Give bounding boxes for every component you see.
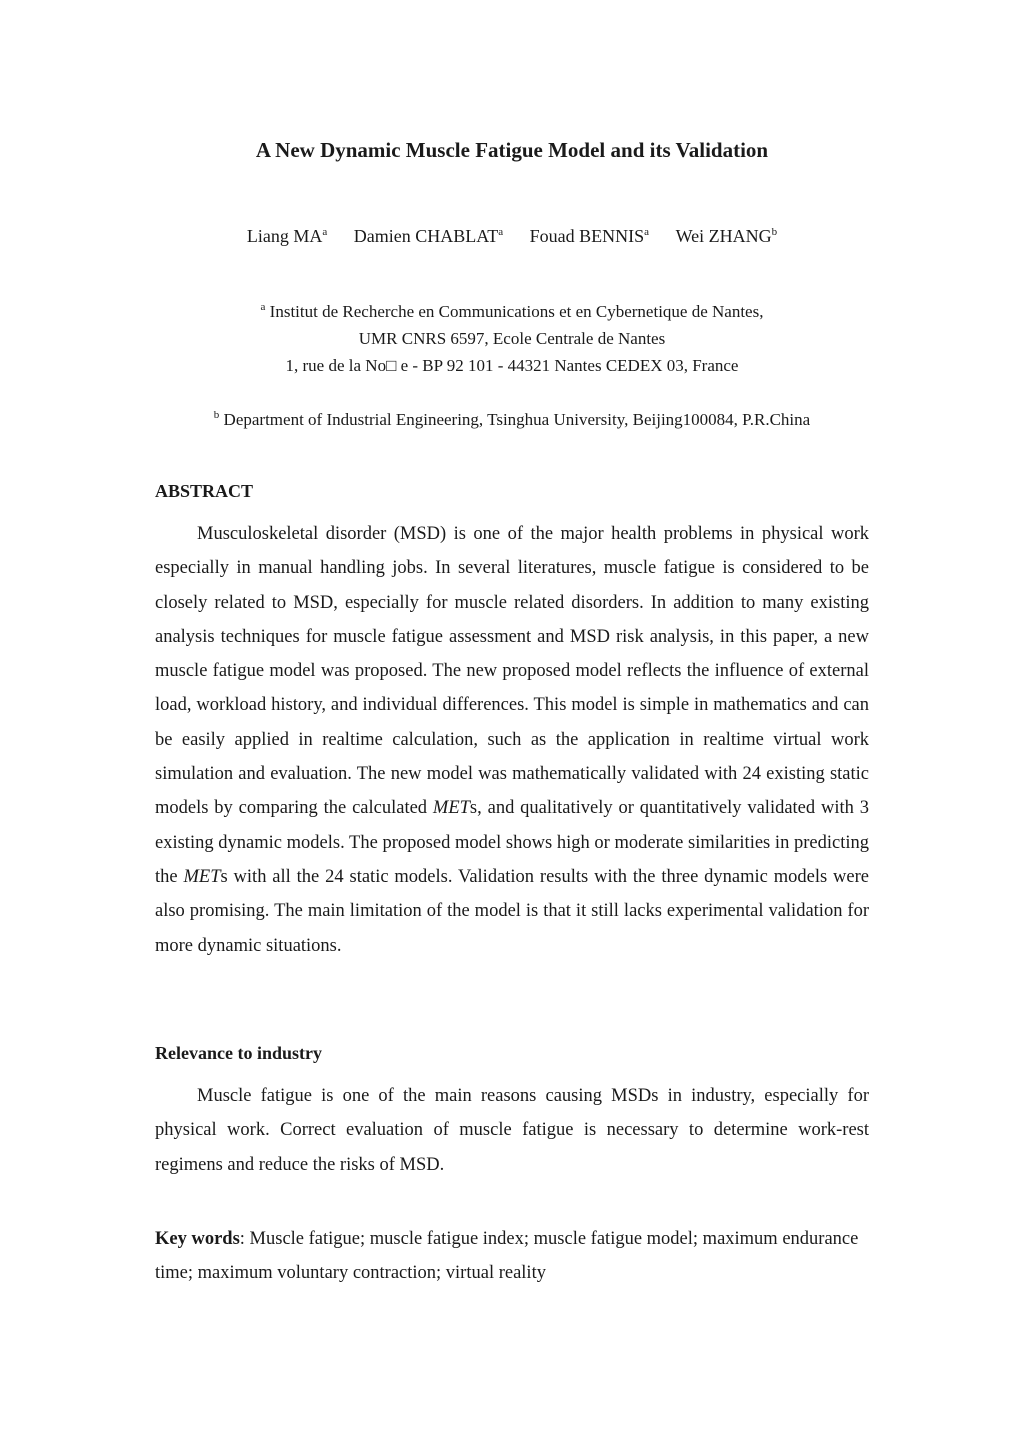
keywords-label: Key words [155, 1229, 240, 1249]
keywords-text: : Muscle fatigue; muscle fatigue index; muscle fatigue model; maximum endurance time; maximum voluntary contraction; virtual reality [155, 1229, 859, 1284]
affiliation-marker: b [771, 226, 778, 238]
author [530, 226, 649, 246]
author-name: Wei ZHANG [675, 226, 772, 246]
affiliation-marker: a [260, 301, 266, 313]
abstract-term: MET [432, 798, 470, 819]
abstract-body [155, 517, 869, 963]
affiliation-text: Department of Industrial Engineering, Tsinghua University, Beijing100084, P.R.China [223, 410, 811, 429]
author-name: Damien CHABLAT [353, 226, 499, 246]
affiliation-text: Institut de Recherche en Communications et en Cybernetique de Nantes, [269, 302, 764, 321]
abstract-text: s with all the 24 static models. Validation results with the three dynamic models were also promising. The main limitation of the model is that it still lacks experimental validation for more dynamic situations. [155, 866, 869, 956]
author-list [0, 226, 1024, 247]
author [676, 226, 778, 246]
affiliation-a-line3: 1, rue de la No□ e - BP 92 101 - 44321 Nantes CEDEX 03, France [285, 356, 739, 375]
author [247, 226, 327, 246]
affiliation-marker: a [498, 226, 504, 238]
relevance-body: Muscle fatigue is one of the main reasons causing MSDs in industry, especially for physical work. Correct evaluation of muscle fatigue is necessary to determine work-rest regimens and reduce the risks of MSD. [155, 1086, 869, 1175]
author [354, 226, 503, 246]
paper-title: A New Dynamic Muscle Fatigue Model and its Validation [255, 138, 769, 162]
abstract-text: Musculoskeletal disorder (MSD) is one of the major health problems in physical work especially in manual handling jobs. In several literatures, muscle fatigue is considered to be closely related to MSD, especially for muscle related disorders. In addition to many existing analysis techniques for muscle fatigue assessment and MSD risk analysis, in this paper, a new muscle fatigue model was proposed. The new proposed model reflects the influence of external load, workload history, and individual differences. This model is simple in mathematics and can be easily applied in realtime calculation, such as the application in realtime virtual work simulation and evaluation. The new model was mathematically validated with 24 existing static models by comparing the calculated [155, 524, 869, 819]
affiliation-a-line2: UMR CNRS 6597, Ecole Centrale de Nantes [358, 329, 666, 348]
affiliation-marker: b [213, 409, 220, 421]
abstract-text: s, and qualitatively or quantitatively validated with 3 existing dynamic models. The proposed model shows high or moderate similarities in predicting the [155, 798, 869, 887]
abstract-term: MET [183, 866, 221, 887]
author-name: Fouad BENNIS [529, 226, 645, 246]
keywords [155, 1222, 869, 1291]
affiliation-marker: a [322, 226, 328, 238]
relevance-heading: Relevance to industry [155, 1043, 322, 1063]
author-name: Liang MA [246, 226, 323, 246]
abstract-heading: ABSTRACT [155, 481, 254, 501]
affiliation-a-line1 [0, 298, 1024, 325]
affiliation-b [0, 406, 1024, 433]
affiliation-a [0, 298, 1024, 379]
affiliation-marker: a [644, 226, 650, 238]
